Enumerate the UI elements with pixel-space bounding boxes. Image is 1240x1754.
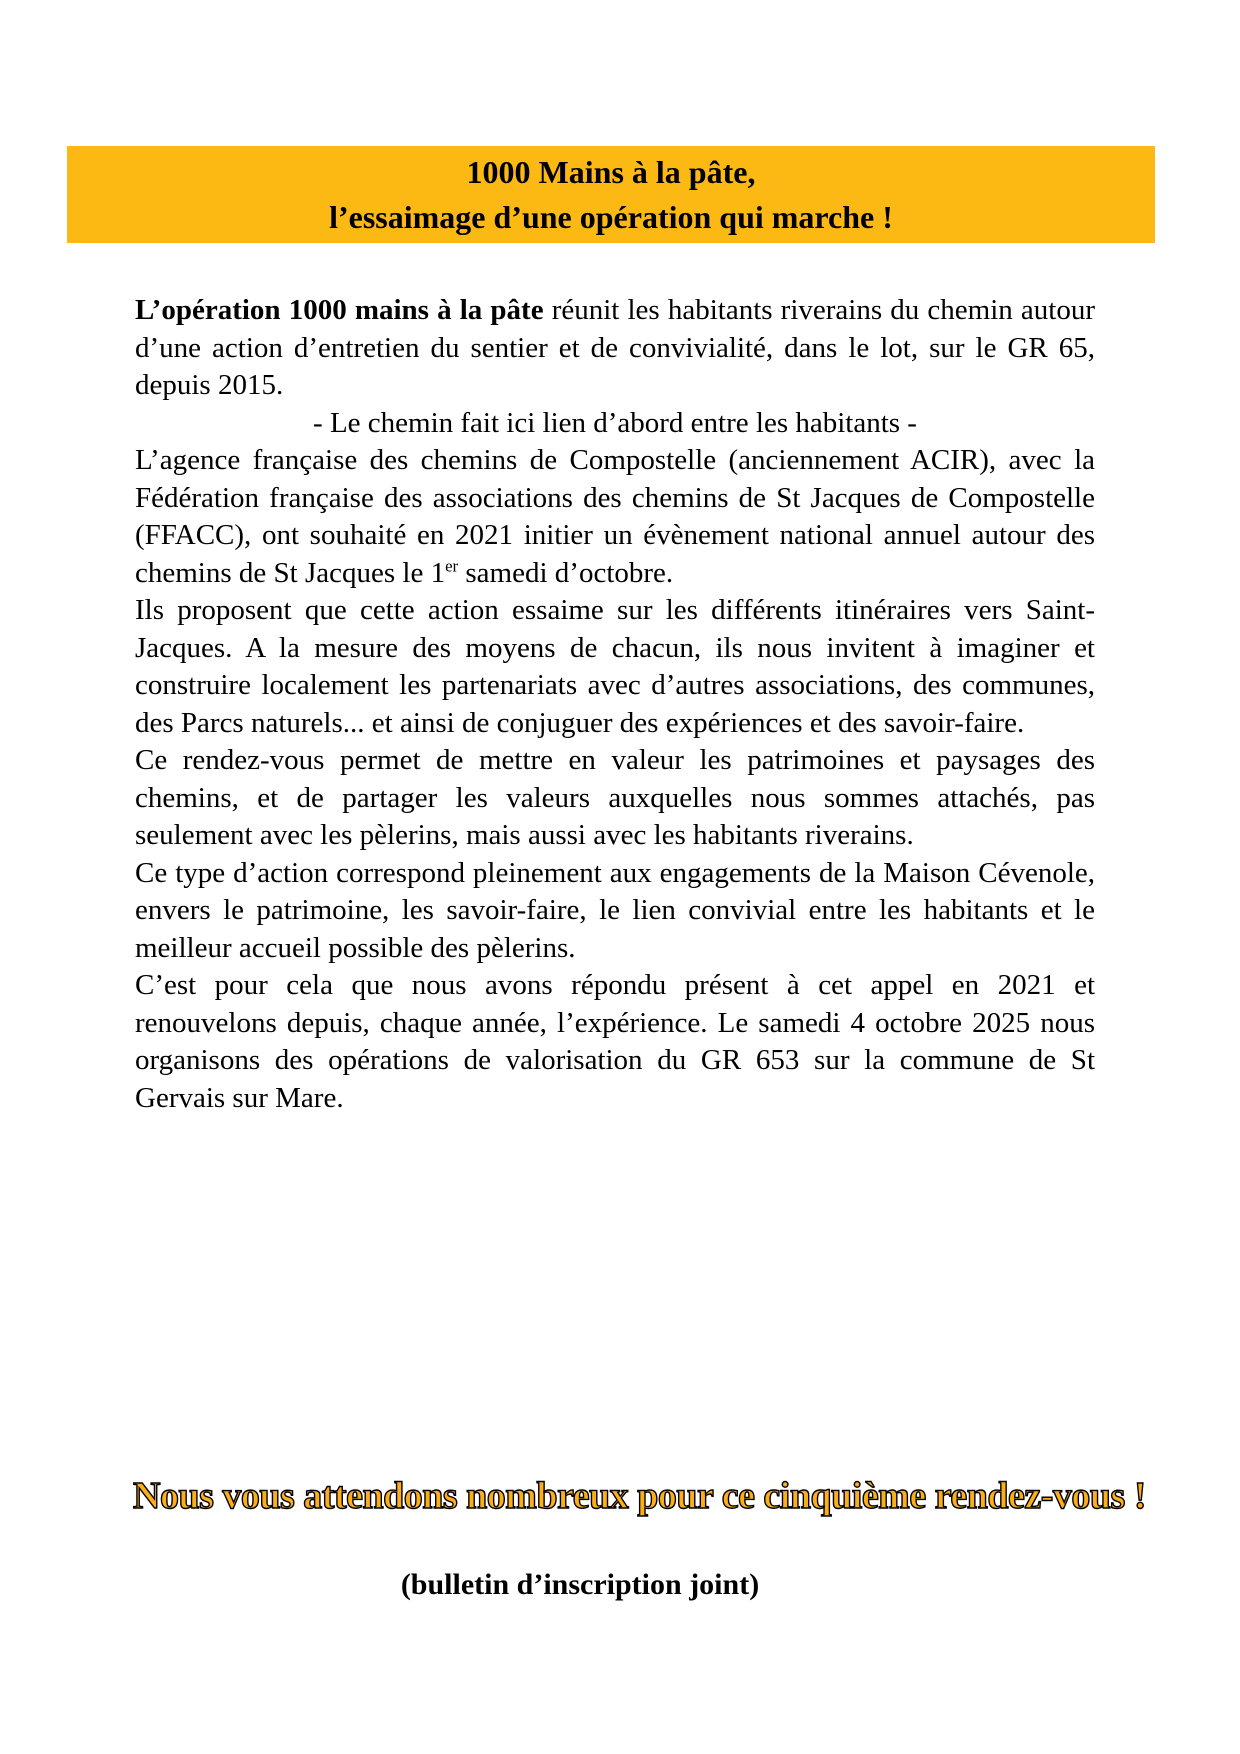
ordinal-superscript: er [445,555,459,575]
intro-paragraph-lead: L’opération 1000 mains à la pâte [135,294,544,326]
commitment-paragraph: Ce type d’action correspond pleinement aux engagements de la Maison Cévenole, envers le patrimoine, les savoir-faire, le lien convivial entre les habitants et le meilleur accueil possible des pèlerins. [135,856,1095,964]
proposal-paragraph: Ils proposent que cette action essaime sur les différents itinéraires vers Saint-Jacques. A la mesure des moyens de chacun, ils nous invitent à imaginer et construire localement les partenariats avec d’autres associations, des communes, des Parcs naturels... et ainsi de conjuguer des expériences et des savoir-faire. [135,594,1095,739]
header-banner [67,146,1155,243]
intro-paragraph-text: réunit les habitants riverains du chemin autour d’une action d’entretien du sentier et de convivialité, dans le lot, sur le GR 65, depuis 2015. [135,294,1095,401]
response-paragraph: C’est pour cela que nous avons répondu présent à cet appel en 2021 et renouvelons depuis, chaque année, l’expérience. Le samedi 4 octobre 2025 nous organisons des opérations de valorisation du GR 653 sur la commune de St Gervais sur Mare. [135,969,1095,1114]
invitation-highlight: Nous vous attendons nombreux pour ce cinquième rendez-vous ! [133,1475,1146,1517]
values-paragraph: Ce rendez-vous permet de mettre en valeur les patrimoines et paysages des chemins, et de partager les valeurs auxquelles nous sommes attachés, pas seulement avec les pèlerins, mais aussi avec les habitants riverains. [135,744,1095,851]
intro-paragraph [135,292,1095,405]
intro-centered-line: - Le chemin fait ici lien d’abord entre les habitants - [313,406,917,439]
attachment-note: (bulletin d’inscription joint) [400,1568,760,1601]
agency-paragraph [135,442,1095,592]
document-title-line2: l’essaimage d’une opération qui marche ! [329,198,893,235]
document-body [135,292,1095,1117]
agency-paragraph-text: L’agence française des chemins de Compostelle (anciennement ACIR), avec la Fédération française des associations des chemins de St Jacques de Compostelle (FFACC), ont souhaité en 2021 initier un évènement national annuel autour des chemins de St Jacques le 1 [135,444,1095,589]
agency-paragraph-end: samedi d’octobre. [458,556,674,589]
document-title-line1: 1000 Mains à la pâte, [466,153,756,190]
